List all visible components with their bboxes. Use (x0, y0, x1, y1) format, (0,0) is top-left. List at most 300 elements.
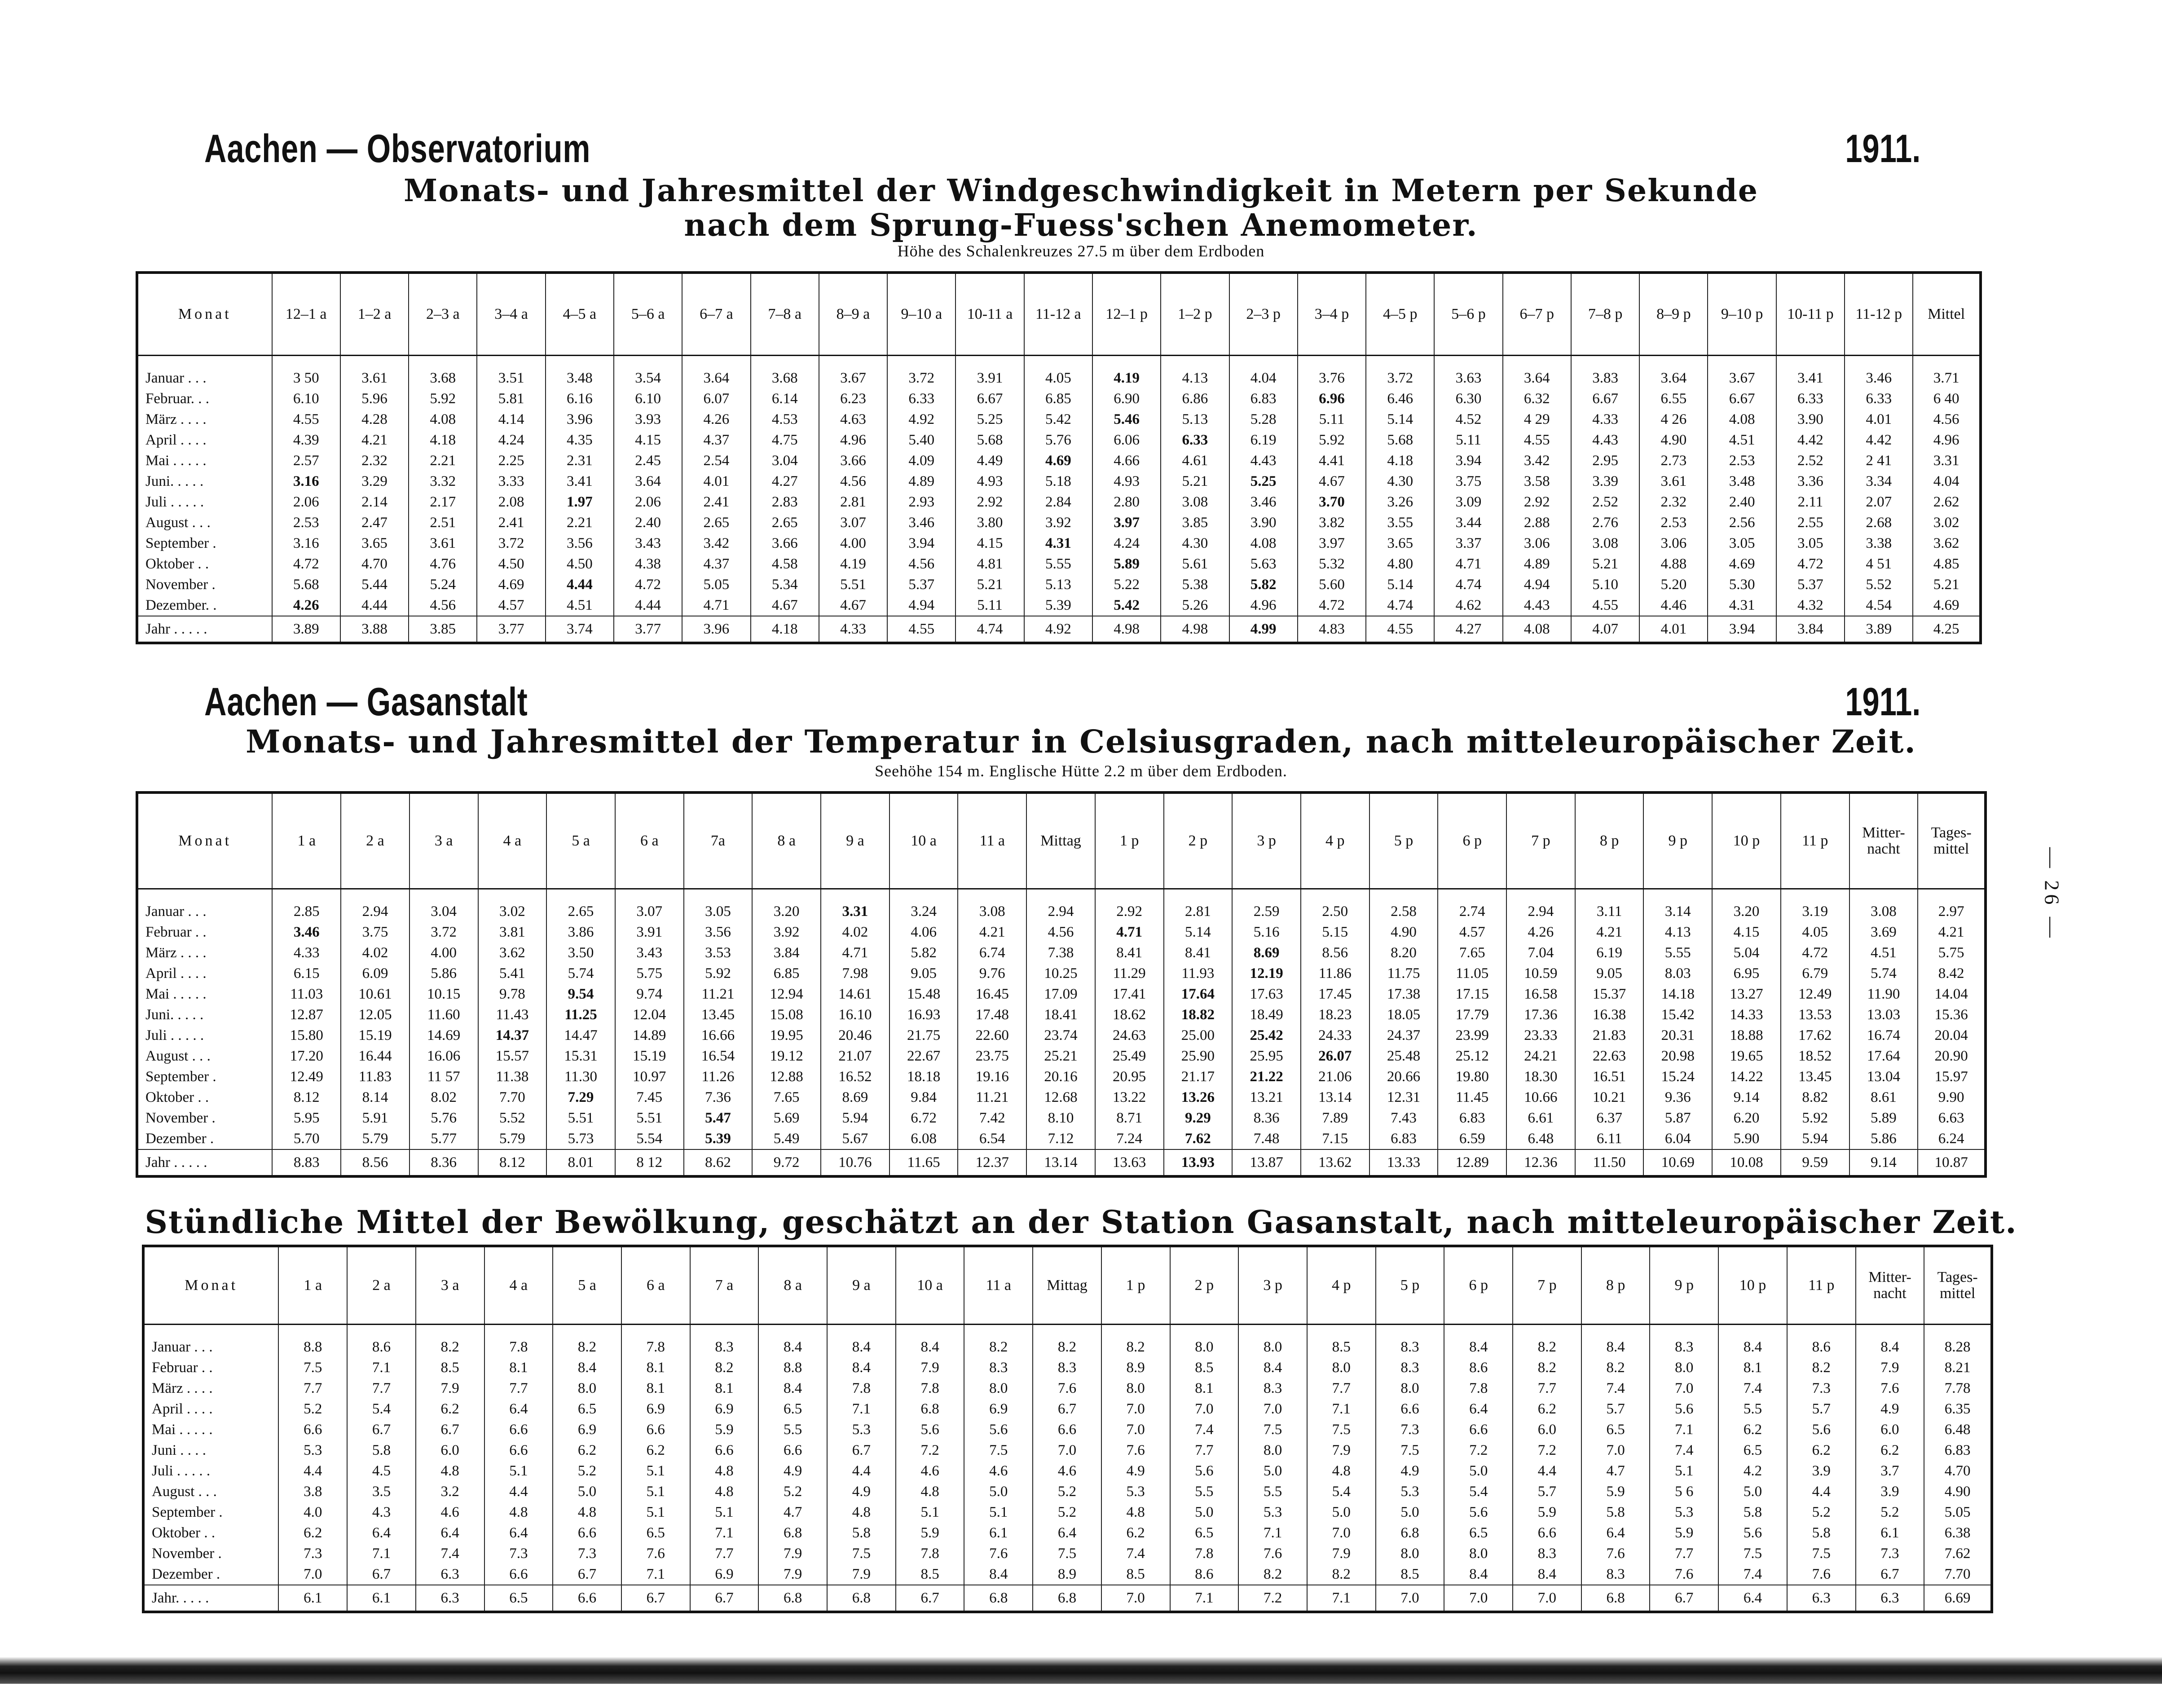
value-cell: 3.50 (546, 942, 615, 963)
value-cell: 7.0 (1170, 1399, 1239, 1419)
value-cell: 5.42 (1024, 409, 1092, 430)
value-cell: 21.07 (821, 1046, 889, 1066)
value-cell: 2.54 (682, 450, 750, 471)
value-cell: 4.74 (1434, 574, 1502, 595)
value-cell: 2.52 (1776, 450, 1845, 471)
year-value-cell: 6.6 (553, 1585, 621, 1612)
value-cell: 3.43 (614, 533, 682, 554)
value-cell: 4.15 (1712, 922, 1781, 942)
value-cell: 2.81 (819, 492, 887, 512)
value-cell: 3.14 (1643, 901, 1712, 922)
value-cell: 3.02 (1913, 512, 1981, 533)
value-cell: 10.15 (410, 984, 478, 1004)
year-value-cell: 7.0 (1513, 1585, 1581, 1612)
value-cell: 6 40 (1913, 388, 1981, 409)
value-cell: 6.4 (1033, 1523, 1101, 1543)
value-cell: 5.1 (621, 1502, 690, 1523)
value-cell: 6.0 (1856, 1419, 1924, 1440)
cloud-table (142, 1245, 1993, 1613)
value-cell: 11.45 (1438, 1087, 1506, 1108)
value-cell: 4.4 (484, 1481, 553, 1502)
value-cell: 15.31 (546, 1046, 615, 1066)
value-cell: 4.56 (409, 595, 477, 616)
table-row (137, 368, 1981, 388)
value-cell: 5.30 (1708, 574, 1776, 595)
value-cell: 6.19 (1229, 430, 1298, 450)
value-cell: 15.08 (752, 1004, 821, 1025)
value-cell: 4.96 (1229, 595, 1298, 616)
value-cell: 3.64 (682, 368, 750, 388)
value-cell: 2.68 (1845, 512, 1913, 533)
column-header: 6–7 p (1503, 273, 1571, 356)
value-cell: 4.30 (1366, 471, 1434, 492)
table-row (143, 1461, 1992, 1481)
value-cell: 4.33 (272, 942, 341, 963)
value-cell: 4.24 (1092, 533, 1161, 554)
value-cell: 4.67 (751, 595, 819, 616)
value-cell: 3.9 (1787, 1461, 1856, 1481)
value-cell: 6.4 (347, 1523, 416, 1543)
value-cell: 6.32 (1503, 388, 1571, 409)
value-cell: 5.7 (1581, 1399, 1650, 1419)
value-cell: 13.53 (1781, 1004, 1849, 1025)
value-cell: 2.84 (1024, 492, 1092, 512)
value-cell: 4.6 (1033, 1461, 1101, 1481)
value-cell: 6.6 (1444, 1419, 1513, 1440)
temp-subtitle: Seehöhe 154 m. Englische Hütte 2.2 m über dem Erdboden. (875, 762, 1287, 780)
value-cell: 7.9 (416, 1378, 484, 1399)
year-value-cell: 4.83 (1298, 616, 1366, 643)
value-cell: 10.59 (1506, 963, 1575, 984)
value-cell: 8.0 (1444, 1543, 1513, 1564)
value-cell: 4.0 (278, 1502, 347, 1523)
month-label: Dezember. . (145, 597, 217, 613)
value-cell: 16.74 (1849, 1025, 1918, 1046)
value-cell: 8.4 (896, 1337, 964, 1357)
value-cell: 3.51 (477, 368, 545, 388)
value-cell: 7.7 (690, 1543, 759, 1564)
value-cell: 4.57 (1438, 922, 1506, 942)
column-header-month: Monat (143, 1246, 278, 1325)
value-cell: 12.49 (1781, 984, 1849, 1004)
value-cell: 4.72 (1776, 554, 1845, 574)
value-cell: 3.85 (1161, 512, 1229, 533)
value-cell: 5.68 (956, 430, 1024, 450)
value-cell: 3.72 (1366, 368, 1434, 388)
value-cell: 7.62 (1924, 1543, 1992, 1564)
column-header: Mittel (1913, 273, 1981, 356)
value-cell: 3.36 (1776, 471, 1845, 492)
value-cell: 7.6 (1787, 1564, 1856, 1585)
value-cell: 6.4 (484, 1399, 553, 1419)
value-cell: 6.7 (347, 1419, 416, 1440)
value-cell: 18.49 (1232, 1004, 1301, 1025)
value-cell: 6.48 (1924, 1419, 1992, 1440)
table-row (143, 1502, 1992, 1523)
value-cell: 5.92 (1781, 1108, 1849, 1128)
value-cell: 8.2 (1581, 1357, 1650, 1378)
year-value-cell: 4.55 (887, 616, 956, 643)
value-cell: 7.8 (1170, 1543, 1239, 1564)
value-cell: 2.32 (340, 450, 409, 471)
value-cell: 5.14 (1366, 574, 1434, 595)
value-cell: 5.1 (964, 1502, 1033, 1523)
value-cell: 2.92 (956, 492, 1024, 512)
value-cell: 7.3 (1787, 1378, 1856, 1399)
month-label: Mai . . . . . (145, 453, 207, 469)
month-label: Januar . . . (145, 370, 207, 386)
value-cell: 7.1 (1307, 1399, 1376, 1419)
value-cell: 18.88 (1712, 1025, 1781, 1046)
value-cell: 14.47 (546, 1025, 615, 1046)
table-row (137, 512, 1981, 533)
value-cell: 6.3 (416, 1564, 484, 1585)
value-cell: 8.5 (1376, 1564, 1444, 1585)
year-value-cell: 9.14 (1849, 1149, 1918, 1176)
year-value-cell: 6.7 (621, 1585, 690, 1612)
column-header: 6 a (621, 1246, 690, 1325)
value-cell: 10.97 (615, 1066, 684, 1087)
value-cell: 5.3 (1101, 1481, 1170, 1502)
value-cell: 8.4 (827, 1357, 896, 1378)
value-cell: 6.8 (758, 1523, 827, 1543)
value-cell: 7.70 (1924, 1564, 1992, 1585)
value-cell: 4.85 (1913, 554, 1981, 574)
value-cell: 5.21 (1571, 554, 1639, 574)
value-cell: 6.6 (758, 1440, 827, 1461)
column-header: 6 a (615, 792, 684, 889)
value-cell: 2.21 (409, 450, 477, 471)
value-cell: 14.89 (615, 1025, 684, 1046)
year-value-cell: 4.25 (1913, 616, 1981, 643)
year-value-cell: 3.89 (1845, 616, 1913, 643)
value-cell: 6.74 (958, 942, 1026, 963)
table-row (137, 1128, 1986, 1149)
value-cell: 4.8 (690, 1461, 759, 1481)
value-cell: 4.15 (614, 430, 682, 450)
column-header: 12–1 a (272, 273, 340, 356)
value-cell: 5.86 (410, 963, 478, 984)
value-cell: 9.84 (889, 1087, 958, 1108)
value-cell: 4.70 (340, 554, 409, 574)
month-label: Oktober . . (152, 1525, 216, 1541)
value-cell: 18.30 (1506, 1066, 1575, 1087)
value-cell: 4.90 (1369, 922, 1438, 942)
column-header: 4 p (1301, 792, 1369, 889)
value-cell: 6.8 (896, 1399, 964, 1419)
column-header: 9–10 p (1708, 273, 1776, 356)
value-cell: 14.22 (1712, 1066, 1781, 1087)
value-cell: 2.62 (1913, 492, 1981, 512)
column-header: 11 p (1787, 1246, 1856, 1325)
value-cell: 4.6 (896, 1461, 964, 1481)
month-label: Mai . . . . . (145, 986, 207, 1002)
value-cell: 3.69 (1849, 922, 1918, 942)
value-cell: 4.71 (1434, 554, 1502, 574)
value-cell: 5.3 (1238, 1502, 1307, 1523)
value-cell: 4.43 (1229, 450, 1298, 471)
value-cell: 5.14 (1164, 922, 1233, 942)
value-cell: 6.04 (1643, 1128, 1712, 1149)
value-cell: 8.1 (621, 1357, 690, 1378)
value-cell: 4.00 (819, 533, 887, 554)
value-cell: 13.26 (1164, 1087, 1233, 1108)
value-cell: 5.4 (1444, 1481, 1513, 1502)
value-cell: 5.25 (956, 409, 1024, 430)
value-cell: 4.8 (1101, 1502, 1170, 1523)
table-row (137, 1004, 1986, 1025)
value-cell: 8.2 (1101, 1337, 1170, 1357)
value-cell: 6.9 (621, 1399, 690, 1419)
year-value-cell: 6.8 (1033, 1585, 1101, 1612)
value-cell: 3.33 (477, 471, 545, 492)
value-cell: 8.6 (1444, 1357, 1513, 1378)
year-value-cell: 4.92 (1024, 616, 1092, 643)
value-cell: 4.7 (1581, 1461, 1650, 1481)
value-cell: 5.63 (1229, 554, 1298, 574)
value-cell: 6.30 (1434, 388, 1502, 409)
value-cell: 8.9 (1101, 1357, 1170, 1378)
value-cell: 2.47 (340, 512, 409, 533)
value-cell: 5.05 (1924, 1502, 1992, 1523)
value-cell: 4.94 (887, 595, 956, 616)
column-header: Tages-mittel (1924, 1246, 1992, 1325)
value-cell: 3.08 (1571, 533, 1639, 554)
value-cell: 3.58 (1503, 471, 1571, 492)
value-cell: 5.04 (1712, 942, 1781, 963)
value-cell: 7.9 (758, 1564, 827, 1585)
year-value-cell: 3.94 (1708, 616, 1776, 643)
value-cell: 6.4 (1444, 1399, 1513, 1419)
value-cell: 7.4 (1718, 1564, 1787, 1585)
value-cell: 5.52 (478, 1108, 547, 1128)
value-cell: 8.5 (1101, 1564, 1170, 1585)
month-label: Februar . . (152, 1360, 213, 1376)
value-cell: 14.61 (821, 984, 889, 1004)
value-cell: 18.52 (1781, 1046, 1849, 1066)
year-value-cell: 4.27 (1434, 616, 1502, 643)
value-cell: 6.96 (1298, 388, 1366, 409)
column-header: 7 a (690, 1246, 759, 1325)
value-cell: 26.07 (1301, 1046, 1369, 1066)
value-cell: 5.86 (1849, 1128, 1918, 1149)
column-header: 2 a (347, 1246, 416, 1325)
wind-header-row (137, 273, 1981, 356)
value-cell: 8.5 (1170, 1357, 1239, 1378)
value-cell: 7.0 (278, 1564, 347, 1585)
value-cell: 25.49 (1095, 1046, 1164, 1066)
year-value-cell: 4.18 (751, 616, 819, 643)
column-header: 8 p (1581, 1246, 1650, 1325)
column-header: 10 a (896, 1246, 964, 1325)
value-cell: 5.92 (409, 388, 477, 409)
value-cell: 3.67 (1708, 368, 1776, 388)
value-cell: 9.29 (1164, 1108, 1233, 1128)
value-cell: 8.0 (1238, 1337, 1307, 1357)
value-cell: 3.81 (478, 922, 547, 942)
value-cell: 3.08 (958, 901, 1026, 922)
column-header: 2 p (1164, 792, 1233, 889)
value-cell: 6.0 (1513, 1419, 1581, 1440)
column-header: 3–4 a (477, 273, 545, 356)
year-value-cell: 6.3 (1787, 1585, 1856, 1612)
value-cell: 4.56 (819, 471, 887, 492)
value-cell: 7.4 (416, 1543, 484, 1564)
value-cell: 4.8 (553, 1502, 621, 1523)
value-cell: 3.90 (1229, 512, 1298, 533)
value-cell: 5.92 (1298, 430, 1366, 450)
value-cell: 5.21 (1161, 471, 1229, 492)
value-cell: 7.48 (1232, 1128, 1301, 1149)
table-row (137, 388, 1981, 409)
value-cell: 7.78 (1924, 1378, 1992, 1399)
value-cell: 4.57 (477, 595, 545, 616)
column-header: 1 p (1095, 792, 1164, 889)
value-cell: 20.66 (1369, 1066, 1438, 1087)
value-cell: 16.10 (821, 1004, 889, 1025)
table-row (143, 1419, 1992, 1440)
month-label: Januar . . . (152, 1339, 213, 1355)
temp-title: Monats- und Jahresmittel der Temperatur in Celsiusgraden, nach mitteleuropäischer Zeit. (246, 723, 1916, 760)
value-cell: 6.83 (1438, 1108, 1506, 1128)
value-cell: 20.90 (1918, 1046, 1986, 1066)
value-cell: 16.38 (1575, 1004, 1644, 1025)
value-cell: 6.61 (1506, 1108, 1575, 1128)
value-cell: 17.64 (1849, 1046, 1918, 1066)
value-cell: 5.38 (1161, 574, 1229, 595)
value-cell: 16.93 (889, 1004, 958, 1025)
value-cell: 5.05 (682, 574, 750, 595)
value-cell: 5.37 (1776, 574, 1845, 595)
value-cell: 25.00 (1164, 1025, 1233, 1046)
year-value-cell: 8 12 (615, 1149, 684, 1176)
value-cell: 6.14 (751, 388, 819, 409)
value-cell: 3.75 (341, 922, 410, 942)
value-cell: 5.9 (1650, 1523, 1718, 1543)
value-cell: 4.00 (410, 942, 478, 963)
value-cell: 5.8 (1581, 1502, 1650, 1523)
value-cell: 7.2 (1444, 1440, 1513, 1461)
value-cell: 7.4 (1581, 1378, 1650, 1399)
value-cell: 5.6 (964, 1419, 1033, 1440)
value-cell: 24.33 (1301, 1025, 1369, 1046)
value-cell: 4.74 (1366, 595, 1434, 616)
value-cell: 4.96 (819, 430, 887, 450)
table-row (143, 1378, 1992, 1399)
value-cell: 5.77 (410, 1128, 478, 1149)
value-cell: 6.5 (1581, 1419, 1650, 1440)
value-cell: 5.0 (1444, 1461, 1513, 1481)
value-cell: 8.2 (553, 1337, 621, 1357)
value-cell: 2.88 (1503, 512, 1571, 533)
column-header: 7 p (1513, 1246, 1581, 1325)
value-cell: 13.45 (684, 1004, 753, 1025)
value-cell: 5.3 (1376, 1481, 1444, 1502)
value-cell: 5.11 (956, 595, 1024, 616)
value-cell: 6.7 (553, 1564, 621, 1585)
value-cell: 13.03 (1849, 1004, 1918, 1025)
value-cell: 6.2 (416, 1399, 484, 1419)
value-cell: 6.54 (958, 1128, 1026, 1149)
value-cell: 8.82 (1781, 1087, 1849, 1108)
value-cell: 5.0 (553, 1481, 621, 1502)
value-cell: 7.8 (827, 1378, 896, 1399)
temp-location-title: Aachen — Gasanstalt (204, 679, 528, 724)
value-cell: 4.72 (1781, 942, 1849, 963)
month-label: Oktober . . (145, 556, 209, 572)
value-cell: 3.9 (1856, 1481, 1924, 1502)
value-cell: 3.92 (1024, 512, 1092, 533)
value-cell: 2.06 (614, 492, 682, 512)
value-cell: 8.42 (1918, 963, 1986, 984)
value-cell: 4.44 (614, 595, 682, 616)
month-label: Dezember . (145, 1131, 214, 1147)
value-cell: 8.3 (1238, 1378, 1307, 1399)
value-cell: 8.0 (1650, 1357, 1718, 1378)
value-cell: 15.37 (1575, 984, 1644, 1004)
value-cell: 6.6 (621, 1419, 690, 1440)
column-header: 5–6 a (614, 273, 682, 356)
column-header: 10-11 a (956, 273, 1024, 356)
value-cell: 4.96 (1913, 430, 1981, 450)
value-cell: 5.70 (272, 1128, 341, 1149)
table-row (137, 574, 1981, 595)
month-label: März . . . . (152, 1380, 213, 1396)
column-header: 4 p (1307, 1246, 1376, 1325)
value-cell: 6.33 (1161, 430, 1229, 450)
value-cell: 25.42 (1232, 1025, 1301, 1046)
year-value-cell: 6.3 (416, 1585, 484, 1612)
year-value-cell: 13.63 (1095, 1149, 1164, 1176)
value-cell: 4.8 (896, 1481, 964, 1502)
column-header: 10 a (889, 792, 958, 889)
value-cell: 4.24 (477, 430, 545, 450)
value-cell: 12.05 (341, 1004, 410, 1025)
value-cell: 6.5 (1444, 1523, 1513, 1543)
year-value-cell: 3.77 (614, 616, 682, 643)
value-cell: 6.2 (553, 1440, 621, 1461)
value-cell: 18.18 (889, 1066, 958, 1087)
value-cell: 7.5 (1787, 1543, 1856, 1564)
value-cell: 7.9 (896, 1357, 964, 1378)
value-cell: 17.48 (958, 1004, 1026, 1025)
table-row (137, 492, 1981, 512)
value-cell: 2.74 (1438, 901, 1506, 922)
value-cell: 4.55 (1571, 595, 1639, 616)
table-row (143, 1564, 1992, 1585)
value-cell: 5.9 (1581, 1481, 1650, 1502)
value-cell: 5.9 (896, 1523, 964, 1543)
value-cell: 7.4 (1101, 1543, 1170, 1564)
value-cell: 13.27 (1712, 984, 1781, 1004)
column-header: 1 a (278, 1246, 347, 1325)
year-value-cell: 3.85 (409, 616, 477, 643)
value-cell: 6.33 (1776, 388, 1845, 409)
value-cell: 3.68 (751, 368, 819, 388)
value-cell: 2.85 (272, 901, 341, 922)
value-cell: 12.68 (1026, 1087, 1095, 1108)
value-cell: 8.2 (1513, 1357, 1581, 1378)
value-cell: 7.8 (1444, 1378, 1513, 1399)
value-cell: 12.49 (272, 1066, 341, 1087)
value-cell: 3.42 (682, 533, 750, 554)
value-cell: 7.7 (484, 1378, 553, 1399)
value-cell: 13.22 (1095, 1087, 1164, 1108)
column-header: 5–6 p (1434, 273, 1502, 356)
year-value-cell: 3.84 (1776, 616, 1845, 643)
value-cell: 3.66 (819, 450, 887, 471)
year-value-cell: 12.36 (1506, 1149, 1575, 1176)
